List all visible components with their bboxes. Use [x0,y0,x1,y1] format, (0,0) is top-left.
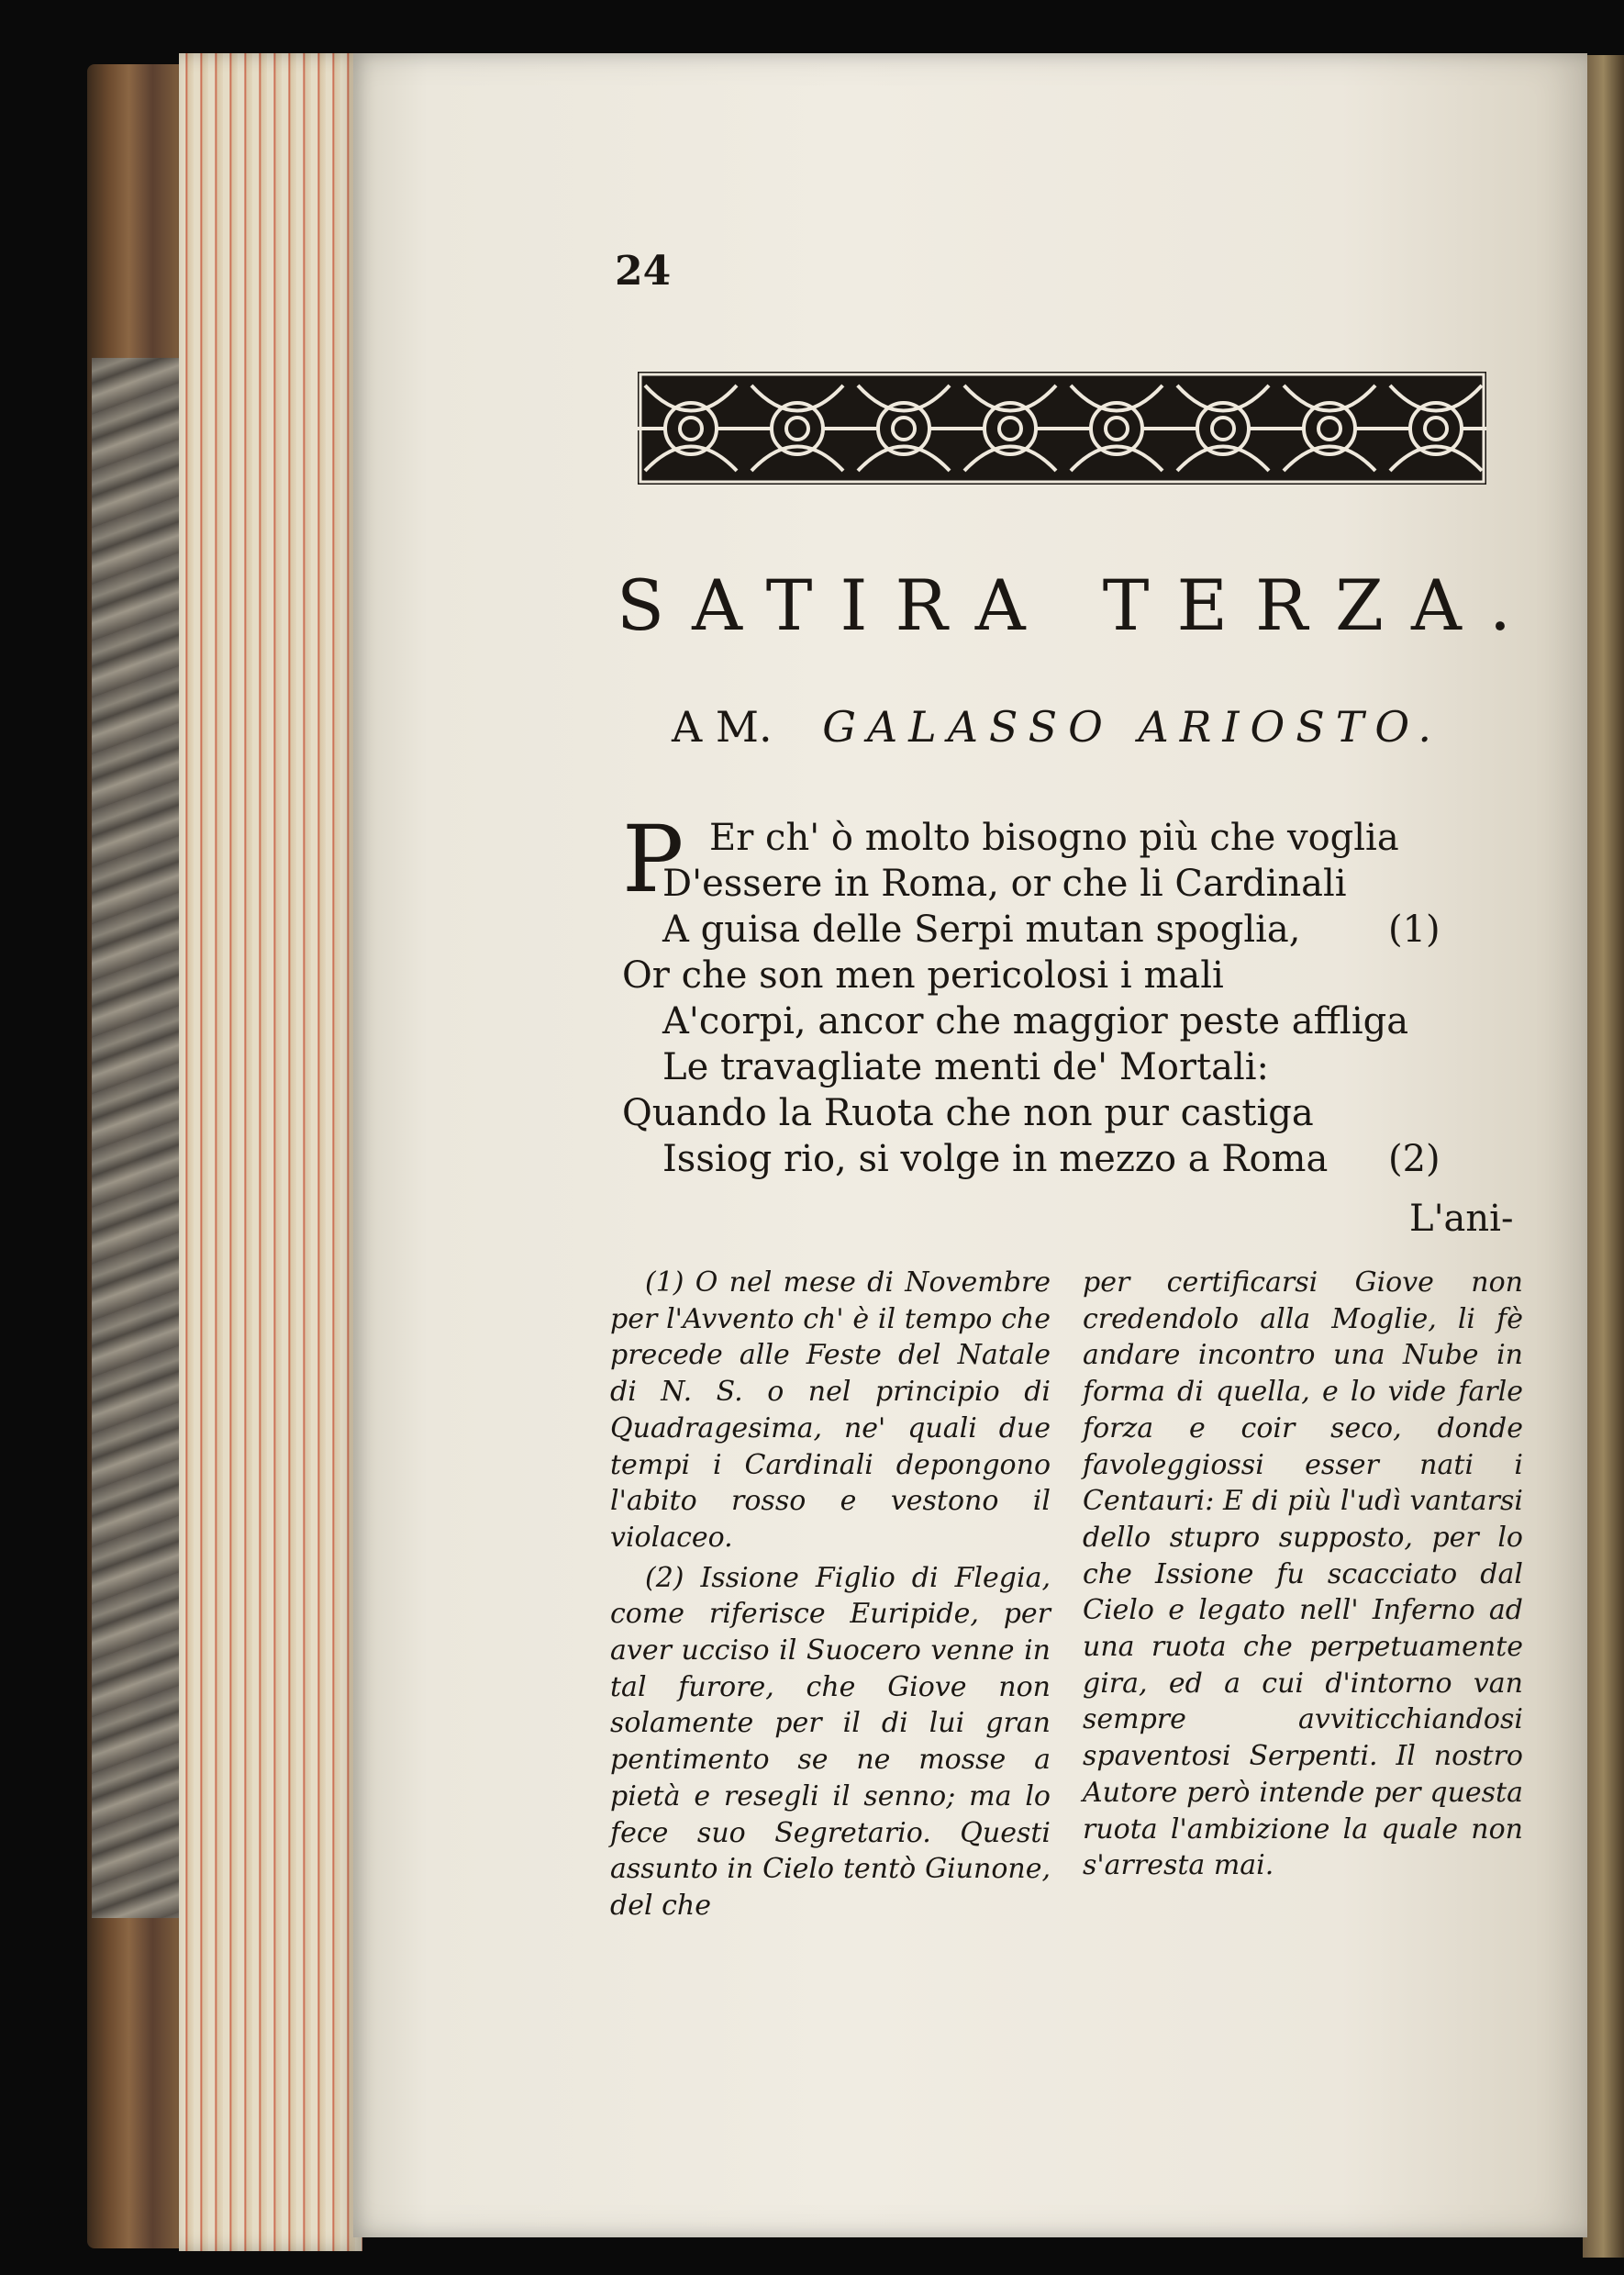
dedication-prefix: A M. [672,702,773,752]
verse-line: P Er ch' ò molto bisogno più che voglia [622,806,1399,913]
footnote: (2) Issione Figlio di Flegia, come riferisce Euripide, per aver ucciso il Suocero venne in tal furore, che Giove non solamente per il di lui gran pentimento se ne mosse a pietà e resegli il senno; ma lo fece suo Segretario. Questi assunto in Cielo tentò Giunone, del che [610,1561,1051,1922]
dedication-name: GALASSO ARIOSTO. [822,702,1443,752]
verse-line: D'essere in Roma, or che li Cardinali [662,863,1347,905]
ornament-band [638,372,1486,485]
note-reference: (1) [1388,909,1440,951]
verse-line: Quando la Ruota che non pur castiga [622,1092,1314,1134]
footnotes-right-column [1083,1265,1523,1884]
page-number: 24 [615,248,672,295]
footnotes-left-column [610,1265,1051,1924]
verse-block [622,806,1540,1182]
verse-line: A'corpi, ancor che maggior peste affliga [662,1000,1409,1043]
note-reference: (2) [1388,1138,1440,1180]
marbled-cover [92,358,179,1918]
page-edges [179,53,362,2251]
drop-cap: P [622,806,684,913]
catchword: L'ani- [1409,1198,1514,1240]
verse-line: A guisa delle Serpi mutan spoglia, (1) [662,909,1440,951]
chapter-title: SATIRA TERZA. [617,564,1540,646]
chapter-dedication [672,702,1543,752]
footnote: per certificarsi Giove non credendolo alla Moglie, li fè andare incontro una Nube in forma di quella, e lo vide farle forza e coir seco, donde favoleggiossi esser nati i Centauri: E di più l'udì vantarsi dello stupro supposto, per lo che Issione fu scacciato dal Cielo e legato nell' Inferno ad una ruota che perpetuamente gira, ed a cui d'intorno van sempre avviticchiandosi spaventosi Serpenti. Il nostro Autore però intende per questa ruota l'ambizione la quale non s'arresta mai. [1083,1266,1523,1882]
verse-line: Or che son men pericolosi i mali [622,954,1224,997]
book-right-edge [1583,55,1624,2258]
verse-line: Le travagliate menti de' Mortali: [662,1046,1270,1088]
verse-line: Issiog rio, si volge in mezzo a Roma (2) [662,1138,1440,1180]
footnote: (1) O nel mese di Novembre per l'Avvento ch' è il tempo che precede alle Feste del Natale di N. S. o nel principio di Quadragesima, ne' quali due tempi i Cardinali depongono l'abito rosso e vestono il violaceo. [610,1266,1051,1554]
ornament-pattern [638,372,1486,485]
